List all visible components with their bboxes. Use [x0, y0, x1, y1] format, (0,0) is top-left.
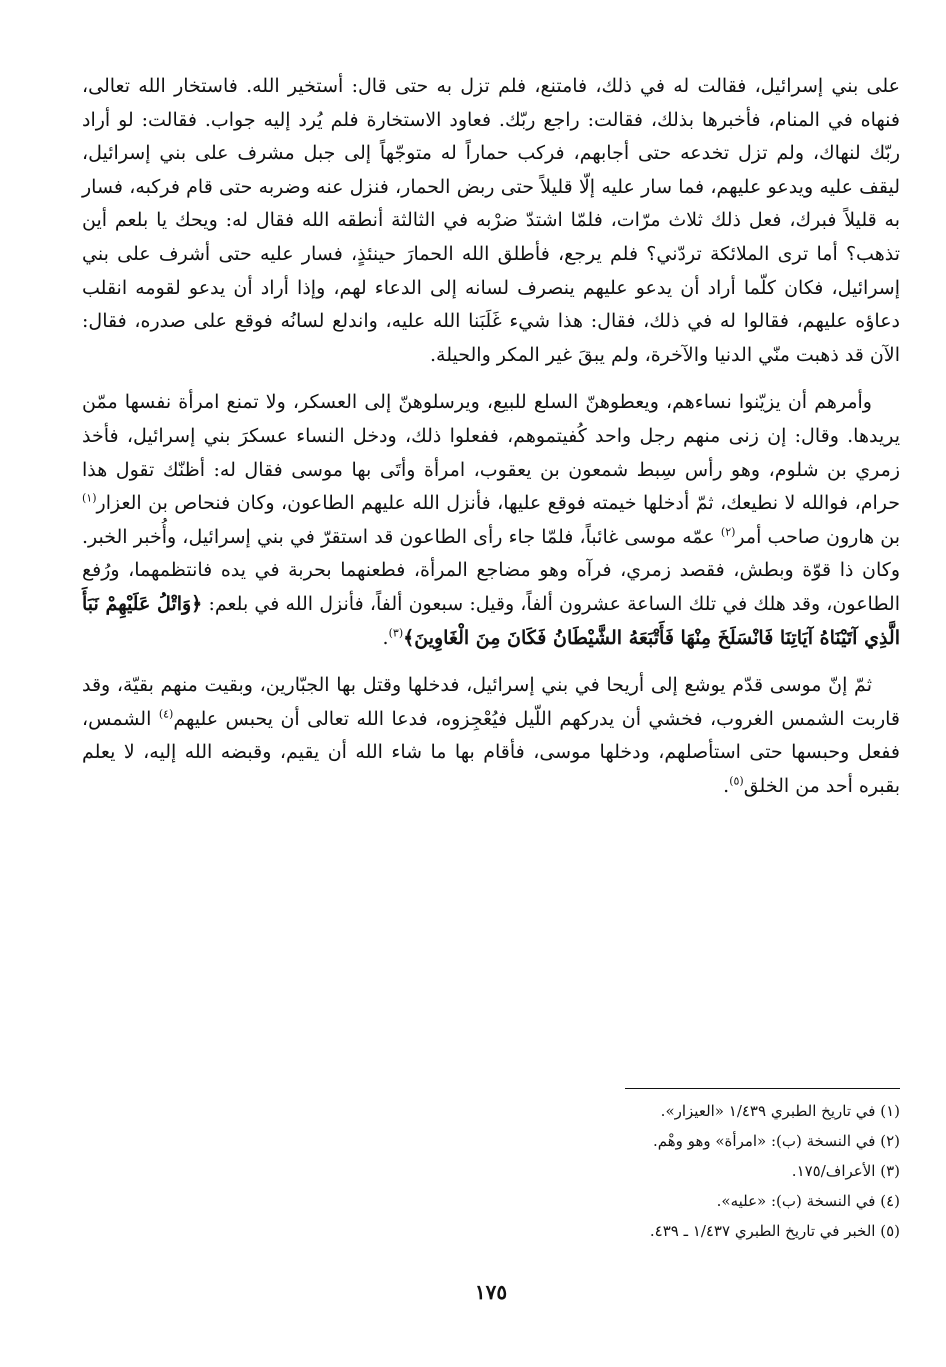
- footnote-3: (٣) الأعراف/١٧٥.: [791, 1162, 900, 1180]
- footnote-ref-3[interactable]: (٣): [388, 626, 404, 640]
- paragraph-2-text-c: عمّه موسى غائباً، فلمّا جاء رأى الطاعون قد استقرّ في بني إسرائيل، وأُخبر الخبر. وكان ذا قوّة وبطش، فقصد زمري، فرآه وهو مضاجع المرأة، فطعنهما بحربة في يده فانتظمهما، ورُفع الطاعون، وقد هلك في تلك الساعة عشرون ألفاً، وقيل: سبعون ألفاً، فأنزل الله في بلعم:: [82, 525, 900, 615]
- footnotes-list: [82, 1096, 900, 1246]
- paragraph-2-text-b: بن هارون صاحب أمر: [735, 525, 901, 548]
- paragraph-2-end: .: [382, 626, 389, 649]
- footnote-5: (٥) الخبر في تاريخ الطبري ١/٤٣٧ ـ ٤٣٩.: [649, 1222, 900, 1240]
- footnote-ref-5[interactable]: (٥): [729, 774, 744, 788]
- footnote-2: (٢) في النسخة (ب): «امرأة» وهو وهْم.: [653, 1132, 900, 1150]
- footnote-ref-4[interactable]: (٤): [158, 707, 174, 721]
- book-page: [82, 70, 900, 1340]
- paragraph-2-text-a: وأمرهم أن يزيّنوا نساءهم، ويعطوهنّ السلع للبيع، ويرسلوهنّ إلى العسكر، ولا تمنع امرأة نفسها ممّن يريدها. وقال: إن زنى منهم رجل واحد كُفيتموهم، ففعلوا ذلك، ودخل النساء عسكرَ بني إسرائيل، فأخذ زمري بن شلوم، وهو رأس سِبط شمعون بن يعقوب، امرأة وأتَى بها موسى فقال له: أظنّك تقول هذا حرام، فوالله لا نطيعك، ثمّ أدخلها خيمته فوقع عليها، فأنزل الله عليهم الطاعون، وكان فنحاص بن العزار: [82, 391, 900, 515]
- paragraph-2: [82, 386, 900, 655]
- paragraph-3-text-b: الشمس، ففعل وحبسها حتى استأصلهم، ودخلها موسى، فأقام بها ما شاء الله أن يقيم، وقبضه الله إليه، لا يعلم بقبره أحد من الخلق: [82, 707, 900, 797]
- footnote-divider: [625, 1088, 900, 1089]
- paragraph-3: [82, 669, 900, 803]
- paragraph-3-text-a: ثمّ إنّ موسى قدّم يوشع إلى أريحا في بني إسرائيل، فدخلها وقتل بها الجبّارين، وبقيت منهم بقيّة، وقد قاربت الشمس الغروب، فخشي أن يدركهم اللّيل فيُعْجِزوه، فدعا الله تعالى أن يحبس عليهم: [82, 674, 901, 730]
- footnote-1: (١) في تاريخ الطبري ١/٤٣٩ «العيزار».: [660, 1102, 900, 1120]
- page-number: ١٧٥: [474, 1280, 508, 1304]
- footnote-ref-2[interactable]: (٢): [720, 525, 736, 539]
- paragraph-1-text: على بني إسرائيل، فقالت له في ذلك، فامتنع، فلم تزل به حتى قال: أستخير الله. فاستخار الله تعالى، فنهاه في المنام، فأخبرها بذلك، فقالت: راجع ربّك. فعاود الاستخارة فلم يُرد إليه جواب. فقالت: لو أراد ربّك لنهاك، ولم تزل تخدعه حتى أجابهم، فركب حماراً له متوجّهاً إلى جبل مشرف على بني إسرائيل، ليقف عليه ويدعو عليهم، فما سار عليه إلّا قليلاً حتى ربض الحمار، فنزل عنه وضربه حتى قام فركبه، فسار به قليلاً فبرك، فعل ذلك ثلاث مرّات، فلمّا اشتدّ ضرْبه في الثالثة أنطقه الله فقال له: ويحك يا بلعم أين تذهب؟ أما ترى الملائكة تردّني؟ فلم يرجع، فأطلق الله الحمارَ حينئذٍ، فسار عليه حتى أشرف على بني إسرائيل، فكان كلّما أراد أن يدعو عليهم ينصرف لسانه إلى الدعاء لهم، وإذا أراد أن يدعو لقومه انقلب دعاؤه عليهم، فقالوا له في ذلك، فقال: هذا شيء غَلَبَنا الله عليه، واندلع لسانُه فوقع على صدره، فقال: الآن قد ذهبت منّي الدنيا والآخرة، ولم يبقَ غير المكر والحيلة.: [82, 75, 900, 366]
- paragraph-3-end: .: [723, 774, 730, 797]
- footnote-ref-1[interactable]: (١): [82, 491, 97, 505]
- quran-verse: ﴿وَاتْلُ عَلَيْهِمْ نَبَأَ الَّذِي آتَيْنَاهُ آيَاتِنَا فَانْسَلَخَ مِنْهَا فَأَتْبَعَهُ الشَّيْطَانُ فَكَانَ مِنَ الْغَاوِينَ﴾: [82, 592, 900, 649]
- footnote-4: (٤) في النسخة (ب): «عليه».: [716, 1192, 900, 1210]
- paragraph-1: [82, 70, 900, 372]
